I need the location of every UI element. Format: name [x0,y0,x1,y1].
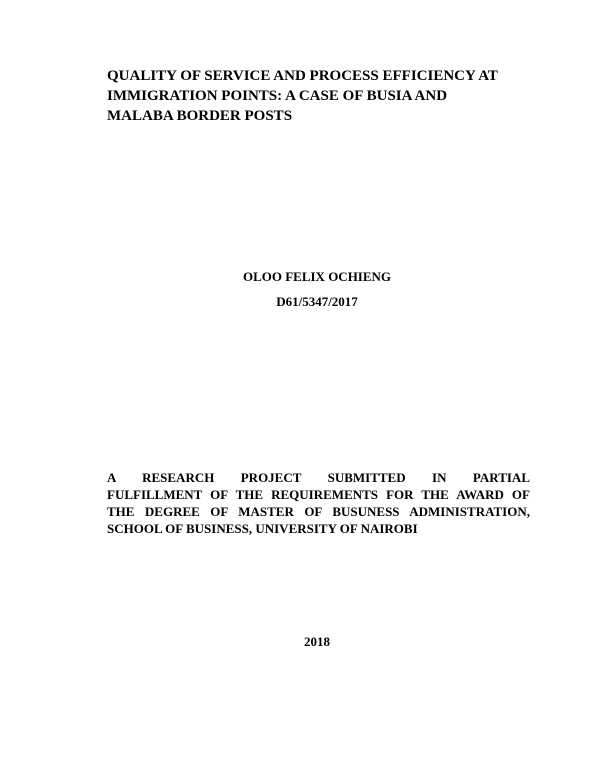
registration-number: D61/5347/2017 [276,294,358,309]
submission-statement [107,469,530,537]
title-line-2: IMMIGRATION POINTS: A CASE OF BUSIA AND [107,88,448,104]
author-name: OLOO FELIX OCHIENG [242,269,392,284]
submission-line-4: SCHOOL OF BUSINESS, UNIVERSITY OF NAIROBI [107,521,418,536]
submission-line-3: THE DEGREE OF MASTER OF BUSUNESS ADMINISTRATION, [107,504,530,519]
author-block [0,264,600,314]
submission-line-1: A RESEARCH PROJECT SUBMITTED IN PARTIAL [107,470,530,485]
submission-line-2: FULFILLMENT OF THE REQUIREMENTS FOR THE AWARD OF [107,487,530,502]
title-line-3: MALABA BORDER POSTS [107,108,293,124]
title-line-1: QUALITY OF SERVICE AND PROCESS EFFICIENCY AT [107,68,498,84]
document-title [107,66,547,126]
submission-year: 2018 [304,634,330,649]
